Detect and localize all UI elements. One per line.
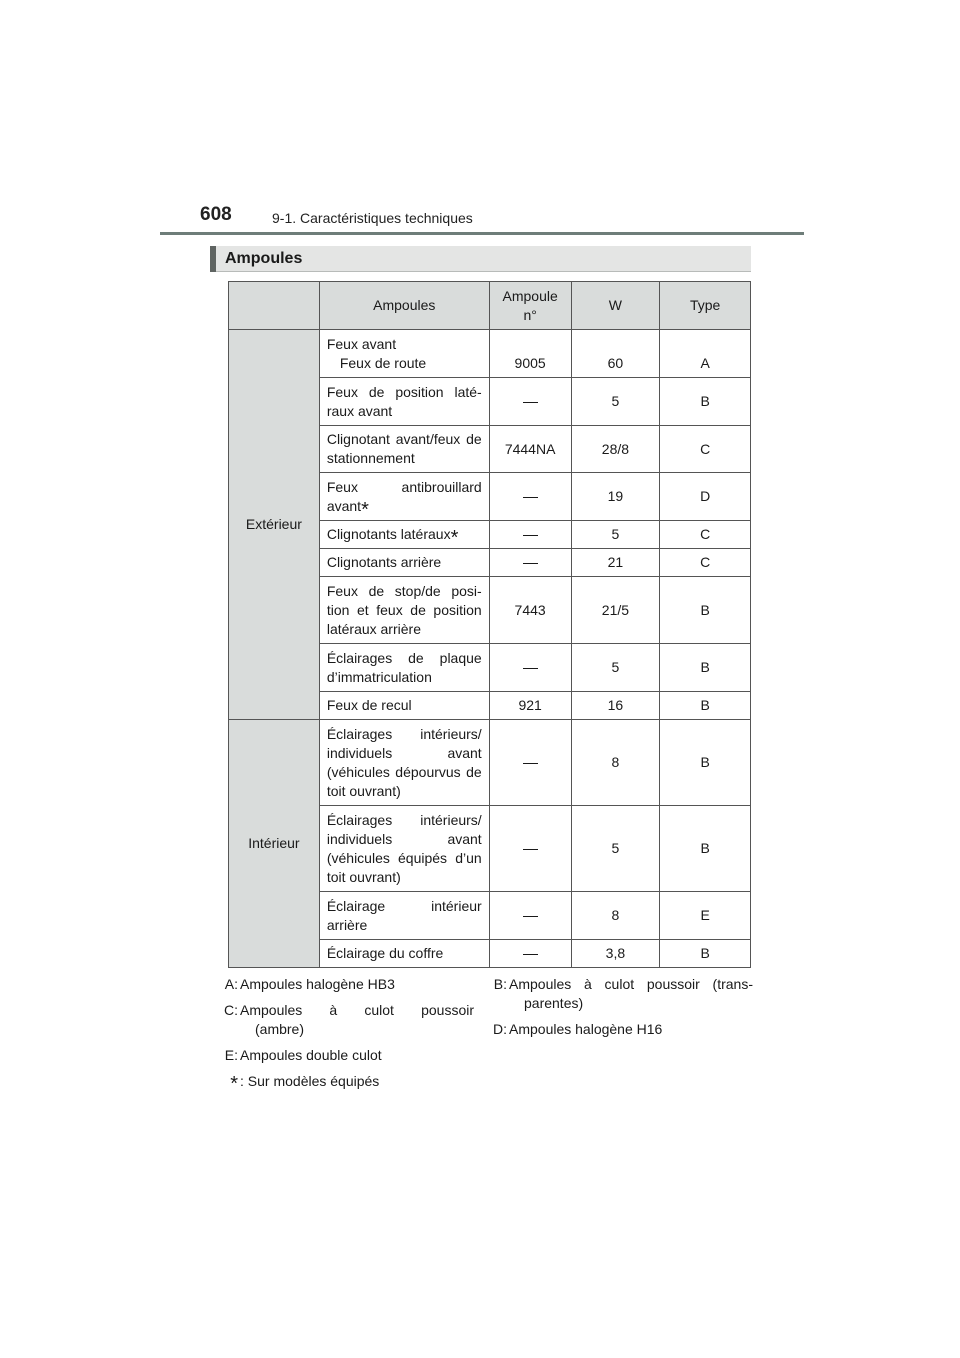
bulb-watt: 5 — [571, 521, 660, 549]
bulb-type: A — [660, 330, 751, 378]
bulb-number — [489, 940, 571, 968]
legend-a-letter: A: — [224, 976, 238, 992]
bulb-name: Éclairages intérieurs/ individuels avant (véhicules équipés d’un toit ouvrant) — [319, 806, 489, 892]
category-interior: Intérieur — [229, 720, 320, 968]
bulb-name: Clignotant avant/feux de stationnement — [319, 426, 489, 473]
bulb-number — [489, 549, 571, 577]
legend-c — [222, 1001, 474, 1037]
bulb-number: 7443 — [489, 577, 571, 644]
legend-b-letter: B: — [493, 976, 507, 992]
bulb-name: Feux de stop/de posi-tion et feux de position latéraux arrière — [319, 577, 489, 644]
column-header-watt: W — [571, 282, 660, 330]
page-number: 608 — [200, 204, 232, 225]
bulbs-table — [228, 281, 751, 968]
column-header-empty — [229, 282, 320, 330]
bulb-watt: 8 — [571, 720, 660, 806]
bulb-watt: 28/8 — [571, 426, 660, 473]
legend-c-text-line2: (ambre) — [255, 1021, 305, 1037]
bulb-watt: 5 — [571, 378, 660, 426]
legend-c-text — [240, 1001, 474, 1039]
legend-star-symbol: * — [230, 1073, 238, 1095]
category-exterior: Extérieur — [229, 330, 320, 720]
column-header-type: Type — [660, 282, 751, 330]
legend-b — [491, 975, 753, 1011]
legend-e-text: Ampoules double culot — [240, 1047, 382, 1063]
footnote-star: * — [450, 527, 459, 549]
bulb-name: Éclairage du coffre — [319, 940, 489, 968]
bulb-watt: 3,8 — [571, 940, 660, 968]
bulb-number — [489, 806, 571, 892]
column-header-ampoule-no-line2: n° — [523, 306, 537, 323]
legend-c-text-line1: Ampoules à culot poussoir — [240, 1002, 474, 1018]
bulb-number: 921 — [489, 692, 571, 720]
legend-b-text-line1: Ampoules à culot poussoir (trans- — [509, 976, 753, 992]
bulb-watt: 60 — [571, 330, 660, 378]
header-rule — [160, 232, 804, 235]
bulb-type: D — [660, 473, 751, 521]
legend-d — [491, 1020, 753, 1039]
bulb-name: Feux de recul — [319, 692, 489, 720]
bulb-watt: 8 — [571, 892, 660, 940]
dash-mark — [523, 849, 538, 850]
bulb-number: 9005 — [489, 330, 571, 378]
bulb-name-line1: Feux avant — [326, 336, 397, 352]
bulb-number — [489, 644, 571, 692]
dash-mark — [523, 668, 538, 669]
dash-mark — [523, 535, 538, 536]
bulb-watt: 5 — [571, 806, 660, 892]
bulb-type: C — [660, 521, 751, 549]
legend-e — [222, 1046, 474, 1065]
dash-mark — [523, 497, 538, 498]
legend-a — [222, 975, 474, 994]
heading-text: Ampoules — [225, 250, 303, 267]
bulb-type: B — [660, 577, 751, 644]
bulb-name: Éclairages intérieurs/ individuels avant (véhicules dépourvus de toit ouvrant) — [319, 720, 489, 806]
bulb-type: B — [660, 692, 751, 720]
legend-e-letter: E: — [224, 1047, 238, 1063]
bulb-name: Clignotants arrière — [319, 549, 489, 577]
legend-star — [222, 1072, 474, 1095]
legend-d-text: Ampoules halogène H16 — [509, 1021, 663, 1037]
dash-mark — [523, 402, 538, 403]
legend-star-text: : Sur modèles équipés — [240, 1073, 380, 1089]
dash-mark — [523, 916, 538, 917]
bulb-number — [489, 378, 571, 426]
dash-mark — [523, 954, 538, 955]
column-header-ampoule-no-line1: Ampoule — [502, 287, 558, 304]
bulb-type: B — [660, 720, 751, 806]
legend-a-text: Ampoules halogène HB3 — [240, 976, 395, 992]
bulb-name — [319, 473, 489, 521]
bulb-watt: 21 — [571, 549, 660, 577]
bulb-number — [489, 892, 571, 940]
bulb-type: B — [660, 806, 751, 892]
bulb-name — [319, 330, 489, 378]
bulb-watt: 19 — [571, 473, 660, 521]
bulb-number — [489, 473, 571, 521]
bulb-watt: 5 — [571, 644, 660, 692]
bulb-type: C — [660, 549, 751, 577]
legend-c-letter: C: — [224, 1002, 238, 1018]
column-header-ampoule-no — [489, 282, 571, 330]
column-header-ampoules: Ampoules — [319, 282, 489, 330]
bulb-name-line2: Feux de route — [339, 355, 427, 371]
legend-b-text-line2: parentes) — [524, 995, 584, 1011]
bulb-name: Éclairage intérieur arrière — [319, 892, 489, 940]
heading-bar — [210, 246, 216, 272]
bulb-number — [489, 720, 571, 806]
bulb-name-text: Feux antibrouillard avant — [326, 478, 482, 514]
bulb-number — [489, 521, 571, 549]
section-heading — [210, 246, 751, 272]
dash-mark — [523, 563, 538, 564]
section-title: 9-1. Caractéristiques techniques — [272, 210, 473, 226]
bulb-number: 7444NA — [489, 426, 571, 473]
legend-b-text — [509, 975, 753, 1013]
bulb-type: B — [660, 378, 751, 426]
bulb-type: E — [660, 892, 751, 940]
bulb-name: Éclairages de plaque d’immatriculation — [319, 644, 489, 692]
footnote-star: * — [361, 498, 369, 521]
bulb-name-text: Clignotants latéraux — [326, 526, 451, 542]
bulb-name — [319, 521, 489, 549]
bulb-watt: 16 — [571, 692, 660, 720]
table-row — [229, 330, 751, 378]
bulb-watt: 21/5 — [571, 577, 660, 644]
dash-mark — [523, 763, 538, 764]
table-row — [229, 720, 751, 806]
legend-d-letter: D: — [493, 1021, 507, 1037]
bulb-name: Feux de position laté-raux avant — [319, 378, 489, 426]
bulb-type: C — [660, 426, 751, 473]
bulb-type: B — [660, 940, 751, 968]
bulb-type: B — [660, 644, 751, 692]
table-header-row — [229, 282, 751, 330]
